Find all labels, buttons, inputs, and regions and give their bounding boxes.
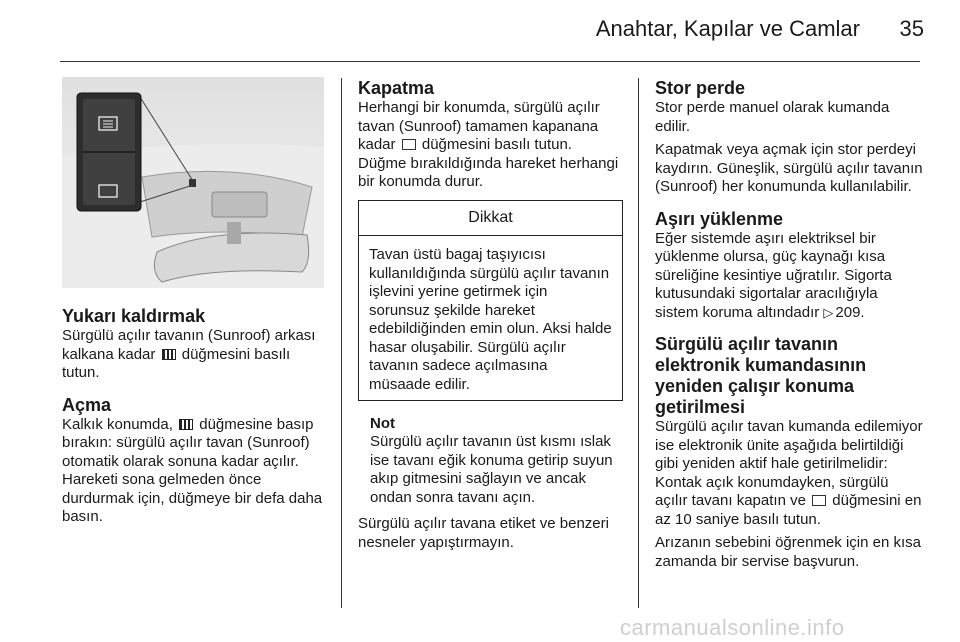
paragraph-reset — [655, 418, 923, 529]
paragraph-overload — [655, 230, 923, 323]
heading-reset: Sürgülü açılır tavanın elektronik kumandasının yeniden çalışır konuma getirilmesi — [655, 334, 867, 417]
paragraph-open — [62, 416, 324, 527]
note-block — [358, 415, 623, 507]
column-3 — [655, 78, 923, 583]
column-2 — [358, 78, 623, 557]
watermark: carmanualsonline.info — [620, 615, 845, 640]
open-text-2: düğmesine basıp bırakın: sürgülü açılır tavan (Sunroof) otomatik olarak sonuna kadar açılır. Hareketi sona gelmeden önce durdurmak için, düğmeye bir defa daha basın. — [62, 415, 323, 525]
reset-text-1: Sürgülü açılır tavan kumanda edilemiyor ise elektronik ünite aşağıda belirtildiği gibi yeniden aktif hale getirilmelidir: Kontak açık konumdayken, sürgülü açılır tavanı kapatın ve — [655, 418, 923, 509]
heading-overload: Aşırı yüklenme — [655, 208, 784, 229]
reset-text-2: düğmesini en az 10 saniye basılı tutun. — [655, 492, 922, 528]
sunroof-open-icon — [162, 349, 176, 360]
heading-sunshade: Stor perde — [655, 78, 746, 98]
tilt-text-1: Sürgülü açılır tavanın (Sunroof) arkası kalkana kadar — [62, 327, 316, 363]
paragraph-service: Arızanın sebebini öğrenmek için en kısa zamanda bir servise başvurun. — [655, 534, 921, 570]
section-overload — [655, 209, 923, 323]
note-title: Not — [370, 415, 395, 432]
paragraph-stickers: Sürgülü açılır tavana etiket ve benzeri nesneler yapıştırmayın. — [358, 515, 609, 551]
section-tilt — [62, 306, 324, 383]
paragraph-close — [358, 99, 623, 192]
section-sunshade — [655, 78, 923, 197]
triangle-arrow-icon: ▷ — [823, 304, 834, 320]
section-close — [358, 78, 623, 192]
sunroof-switch-photo — [62, 77, 324, 288]
caution-title: Dikkat — [359, 201, 622, 237]
caution-box — [358, 200, 623, 402]
open-text-1: Kalkık konumda, — [62, 415, 173, 433]
running-header-title: Anahtar, Kapılar ve Camlar — [595, 16, 860, 41]
heading-close: Kapatma — [358, 78, 435, 98]
sunroof-close-icon — [402, 139, 416, 150]
section-reset — [655, 334, 923, 571]
sunroof-close-icon — [812, 495, 826, 506]
overload-text: Eğer sistemde aşırı elektriksel bir yüklenme olursa, güç kaynağı kısa süreliğine kesintiye uğratılır. Sigorta kutusundaki sigortalar aracılığıyla sistem koruma altındadır — [655, 229, 892, 321]
caution-body: Tavan üstü bagaj taşıyıcısı kullanıldığında sürgülü açılır tavanın işlevini yerine getirmek için sorunsuz şekilde hareket edebildiğinden emin olun. Aksi halde hasar oluşabilir. Sürgülü açılır tavanın sadece açılmasına müsaade edilir. — [369, 246, 612, 393]
paragraph-sunshade-2: Kapatmak veya açmak için stor perdeyi kaydırın. Güneşlik, sürgülü açılır tavanın (Sunroof) her konumunda kullanılabilir. — [655, 141, 923, 195]
sunroof-switch-illustration — [62, 77, 324, 288]
column-divider — [638, 78, 639, 608]
tilt-text-2: düğmesini basılı tutun. — [62, 345, 291, 381]
close-text-2: düğmesini basılı tutun. Düğme bırakıldığında hareket herhangi bir konumda durur. — [358, 136, 619, 190]
column-1 — [62, 306, 324, 539]
header-rule — [60, 61, 920, 62]
page-reference[interactable]: 209. — [835, 303, 865, 321]
close-text-1: Herhangi bir konumda, sürgülü açılır tavan (Sunroof) tamamen kapanana kadar — [358, 99, 600, 153]
paragraph-sunshade-1: Stor perde manuel olarak kumanda edilir. — [655, 99, 890, 135]
heading-tilt: Yukarı kaldırmak — [62, 306, 206, 326]
note-body: Sürgülü açılır tavanın üst kısmı ıslak ise tavanı eğik konuma getirip suyun akıp gitmesini sağlayın ve ancak ondan sonra tavanı açın. — [370, 433, 613, 506]
column-divider — [341, 78, 342, 608]
sunroof-open-icon — [179, 419, 193, 430]
section-open — [62, 395, 324, 527]
heading-open: Açma — [62, 394, 112, 415]
page-number: 35 — [899, 16, 924, 41]
paragraph-tilt — [62, 327, 324, 383]
